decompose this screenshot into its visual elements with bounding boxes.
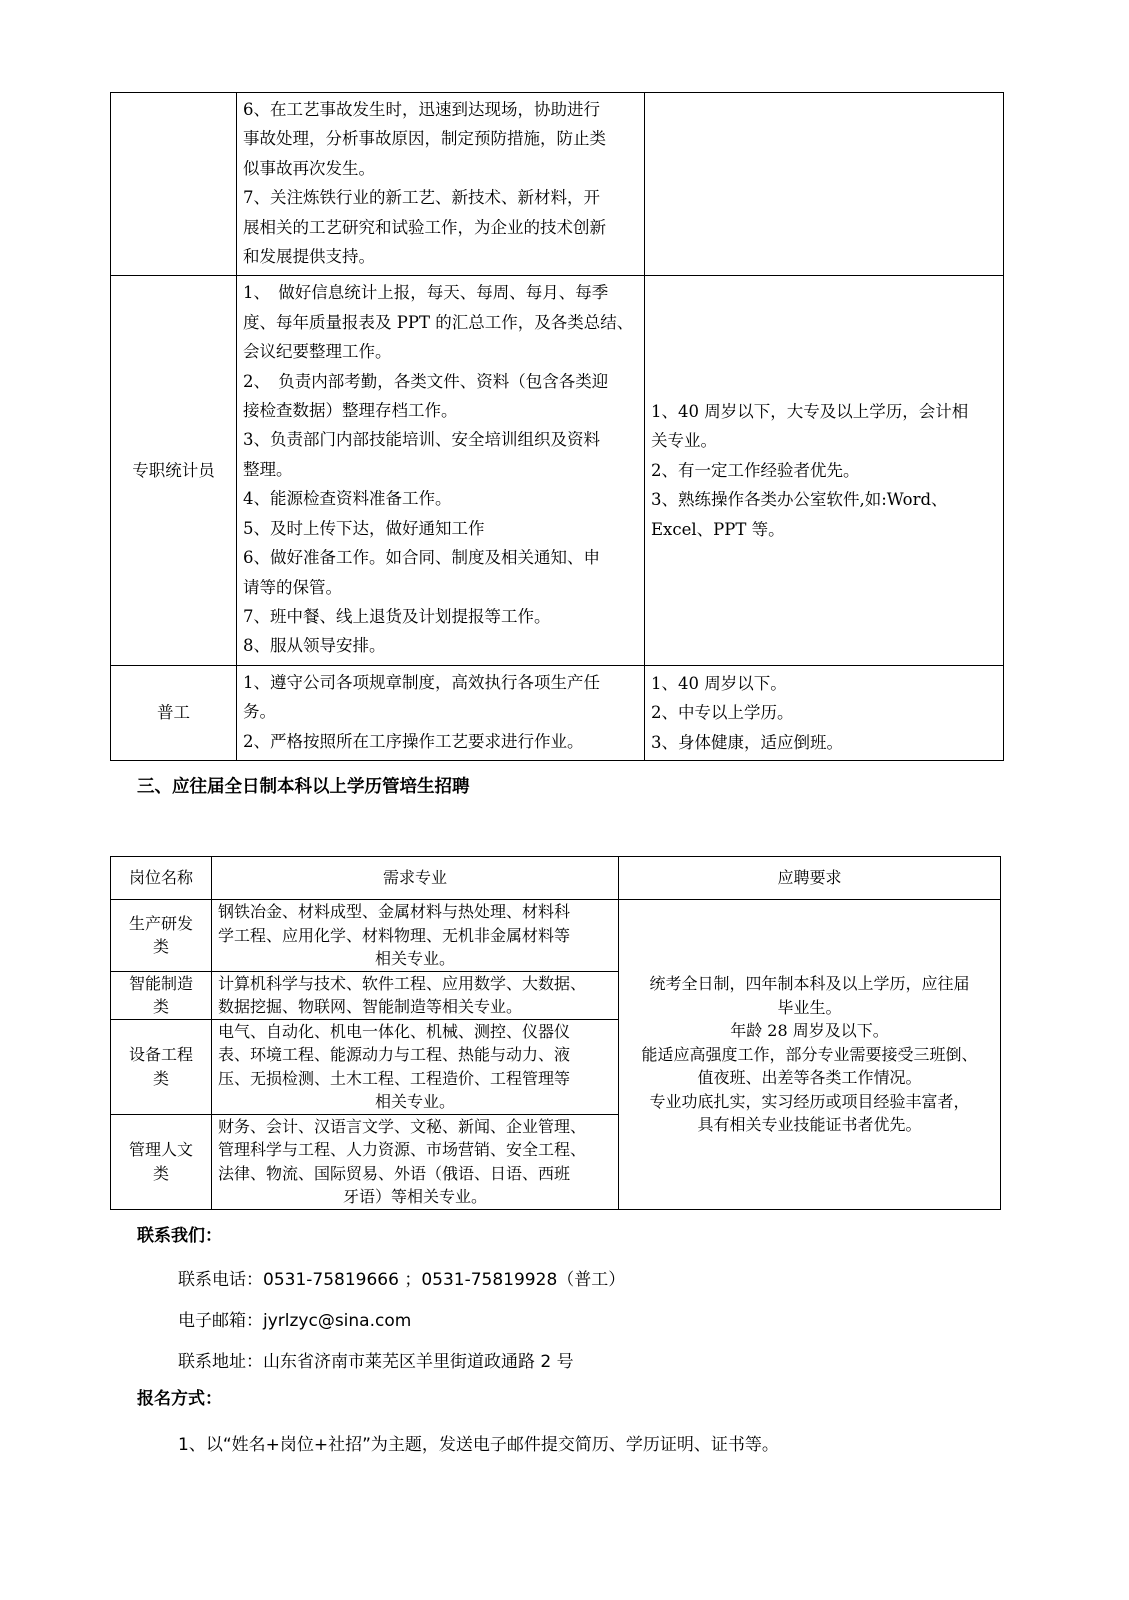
contact-address: 联系地址：山东省济南市莱芜区羊里街道政通路 2 号 (178, 1352, 574, 1372)
requirement-line: 1、40 周岁以下。 (651, 673, 787, 693)
major-line: 管理科学与工程、人力资源、市场营销、安全工程、 (218, 1140, 587, 1159)
requirement-line: 值夜班、出差等各类工作情况。 (697, 1068, 922, 1087)
section-heading: 三、应往届全日制本科以上学历管培生招聘 (137, 777, 470, 797)
category-line: 类 (152, 997, 169, 1016)
duty-line: 会议纪要整理工作。 (243, 342, 392, 362)
major-line: 财务、会计、汉语言文学、文秘、新闻、企业管理、 (218, 1116, 587, 1136)
duty-line: 1、 做好信息统计上报，每天、每周、每月、每季 (243, 283, 609, 303)
duty-line: 3、负责部门内部技能培训、安全培训组织及资料 (243, 430, 600, 450)
major-line: 学工程、应用化学、材料物理、无机非金属材料等 (218, 925, 571, 945)
apply-heading: 报名方式： (137, 1389, 222, 1409)
majors-cell (212, 971, 619, 1019)
requirement-line: 年龄 28 周岁及以下。 (730, 1021, 889, 1040)
requirement-line: 3、身体健康，适应倒班。 (651, 732, 843, 752)
category-line: 设备工程 (128, 1045, 193, 1064)
requirements-cell (645, 93, 1004, 276)
duty-line: 事故处理，分析事故原因，制定预防措施，防止类 (243, 129, 606, 149)
duty-line: 6、在工艺事故发生时，迅速到达现场，协助进行 (243, 100, 600, 119)
requirement-line: 2、中专以上学历。 (651, 703, 794, 723)
duty-line: 2、严格按照所在工序操作工艺要求进行作业。 (243, 731, 584, 751)
duties-cell (237, 276, 645, 665)
category-line: 生产研发 (128, 913, 193, 933)
job-duties-table (110, 92, 1004, 761)
requirement-line: Excel、PPT 等。 (651, 519, 785, 539)
requirement-line: 关专业。 (651, 431, 717, 451)
table-row (111, 93, 1004, 276)
requirement-line: 能适应高强度工作，部分专业需要接受三班倒、 (641, 1044, 978, 1064)
requirement-line: 毕业生。 (777, 997, 842, 1017)
duty-line: 请等的保管。 (243, 577, 342, 597)
requirement-line: 1、40 周岁以下，大专及以上学历，会计相 (651, 402, 969, 422)
duties-cell (237, 93, 645, 276)
duty-line: 7、关注炼铁行业的新工艺、新技术、新材料，开 (243, 188, 600, 208)
major-line: 法律、物流、国际贸易、外语（俄语、日语、西班 (218, 1163, 571, 1183)
requirements-cell (619, 900, 1001, 1210)
table-row (111, 900, 1001, 972)
contact-email: 电子邮箱：jyrlzyc@sina.com (178, 1311, 412, 1331)
duty-line: 整理。 (243, 459, 293, 479)
requirements-cell (645, 276, 1004, 665)
majors-cell (212, 1114, 619, 1209)
category-cell (111, 971, 212, 1019)
trainee-recruitment-table (110, 856, 1001, 1210)
duty-line: 6、做好准备工作。如合同、制度及相关通知、申 (243, 548, 600, 568)
requirements-cell (645, 665, 1004, 760)
major-line: 牙语）等相关专业。 (342, 1187, 487, 1206)
category-line: 管理人文 (128, 1140, 193, 1159)
category-cell (111, 900, 212, 972)
major-line: 数据挖掘、物联网、智能制造等相关专业。 (218, 997, 523, 1016)
major-line: 计算机科学与技术、软件工程、应用数学、大数据、 (218, 973, 587, 993)
majors-cell (212, 1019, 619, 1114)
requirement-line: 专业功底扎实，实习经历或项目经验丰富者， (649, 1091, 970, 1111)
duty-line: 5、及时上传下达，做好通知工作 (243, 518, 485, 538)
apply-item: 1、以“姓名+岗位+社招”为主题，发送电子邮件提交简历、学历证明、证书等。 (178, 1435, 779, 1455)
column-header: 岗位名称 (111, 857, 212, 900)
table-header-row (111, 857, 1001, 900)
major-line: 相关专业。 (374, 1092, 455, 1111)
major-line: 钢铁冶金、材料成型、金属材料与热处理、材料科 (218, 902, 571, 921)
category-cell (111, 1114, 212, 1209)
column-header: 需求专业 (212, 857, 619, 900)
column-header: 应聘要求 (619, 857, 1001, 900)
duties-cell (237, 665, 645, 760)
duty-line: 和发展提供支持。 (243, 247, 375, 267)
category-cell (111, 1019, 212, 1114)
duty-line: 似事故再次发生。 (243, 158, 375, 178)
duty-line: 展相关的工艺研究和试验工作，为企业的技术创新 (243, 217, 606, 237)
table-row (111, 665, 1004, 760)
duty-line: 4、能源检查资料准备工作。 (243, 489, 452, 509)
duty-line: 1、遵守公司各项规章制度，高效执行各项生产任 (243, 672, 600, 692)
majors-cell (212, 900, 619, 972)
requirement-line: 具有相关专业技能证书者优先。 (697, 1115, 922, 1134)
category-line: 智能制造 (128, 973, 193, 993)
requirement-line: 3、熟练操作各类办公室软件,如:Word、 (651, 490, 948, 510)
table-row (111, 276, 1004, 665)
position-cell (111, 93, 237, 276)
category-line: 类 (152, 1068, 169, 1088)
contact-phone: 联系电话：0531-75819666 ；0531-75819928（普工） (178, 1270, 626, 1290)
requirement-line: 2、有一定工作经验者优先。 (651, 460, 860, 480)
duty-line: 7、班中餐、线上退货及计划提报等工作。 (243, 606, 551, 626)
contact-heading: 联系我们： (137, 1226, 222, 1246)
category-line: 类 (152, 1163, 169, 1183)
duty-line: 务。 (243, 702, 276, 722)
requirement-line: 统考全日制，四年制本科及以上学历，应往届 (649, 974, 970, 993)
major-line: 压、无损检测、土木工程、工程造价、工程管理等 (218, 1068, 571, 1088)
position-cell: 普工 (111, 665, 237, 760)
category-line: 类 (152, 937, 169, 957)
duty-line: 2、 负责内部考勤，各类文件、资料（包含各类迎 (243, 371, 609, 391)
major-line: 相关专业。 (374, 949, 455, 968)
duty-line: 度、每年质量报表及 PPT 的汇总工作，及各类总结、 (243, 312, 634, 332)
major-line: 电气、自动化、机电一体化、机械、测控、仪器仪 (218, 1021, 571, 1041)
major-line: 表、环境工程、能源动力与工程、热能与动力、液 (218, 1045, 571, 1064)
duty-line: 接检查数据）整理存档工作。 (243, 401, 458, 421)
position-cell: 专职统计员 (111, 276, 237, 665)
duty-line: 8、服从领导安排。 (243, 636, 386, 656)
